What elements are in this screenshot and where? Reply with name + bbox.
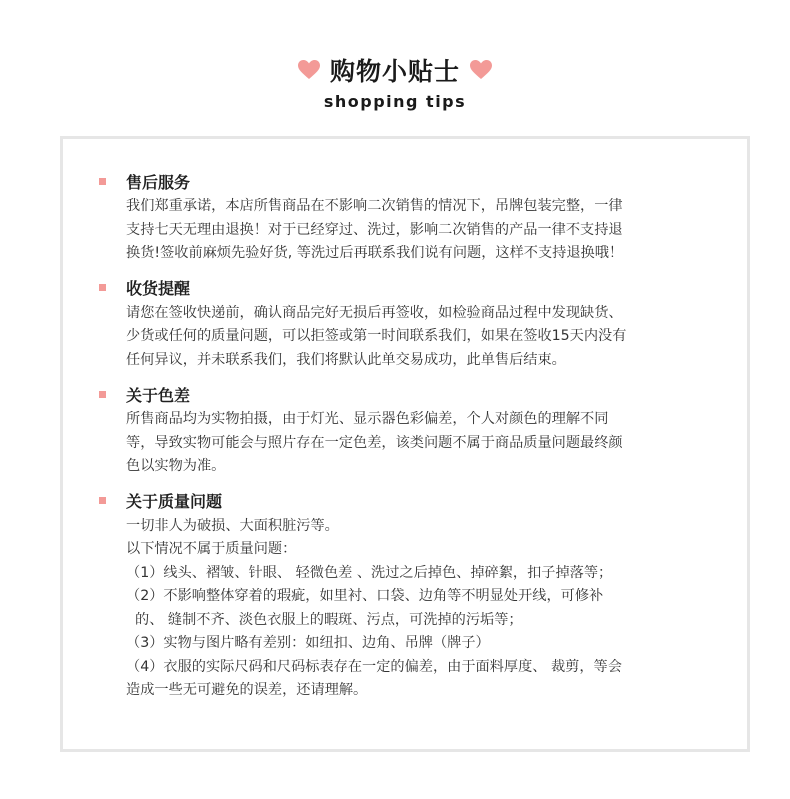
tips-content xyxy=(99,167,719,711)
page-subtitle: shopping tips xyxy=(323,92,467,111)
text-line: 的、 缝制不齐、淡色衣服上的暇斑、污点，可洗掉的污垢等； xyxy=(126,611,523,628)
text-line: 请您在签收快递前，确认商品完好无损后再签收，如检验商品过程中发现缺货、 xyxy=(126,304,623,321)
text-line: 换货!签收前麻烦先验好货, 等洗过后再联系我们说有问题，这样不支持退换哦！ xyxy=(126,245,624,261)
section-quality-issues xyxy=(99,487,719,703)
text-line: 色以实物为准。 xyxy=(126,458,226,474)
text-line: 一切非人为破损、大面积脏污等。 xyxy=(126,517,339,534)
text-line: 所售商品均为实物拍摄，由于灯光、显示器色彩偏差，个人对颜色的理解不同 xyxy=(126,411,609,427)
section-header xyxy=(99,274,719,302)
text-line: 任何异议，并未联系我们，我们将默认此单交易成功，此单售后结束。 xyxy=(126,351,566,368)
text-line: （3）实物与图片略有差别：如纽扣、边角、吊牌（牌子） xyxy=(126,635,490,651)
tips-panel xyxy=(60,136,750,752)
section-title: 收货提醒 xyxy=(126,279,191,298)
section-color-difference xyxy=(99,380,719,479)
title-row xyxy=(0,52,790,88)
text-line: 我们郑重承诺，本店所售商品在不影响二次销售的情况下，吊牌包装完整，一律 xyxy=(126,198,623,214)
square-bullet-icon xyxy=(99,497,106,504)
header xyxy=(0,52,790,111)
section-body xyxy=(99,408,719,479)
section-receipt-reminder xyxy=(99,274,719,373)
heart-icon xyxy=(470,60,492,80)
text-line: （1）线头、褶皱、针眼、 轻微色差 、洗过之后掉色、掉碎絮，扣子掉落等； xyxy=(126,564,613,581)
section-header xyxy=(99,167,719,195)
section-body xyxy=(99,515,719,703)
text-line: 支持七天无理由退换！对于已经穿过、洗过，影响二次销售的产品一律不支持退 xyxy=(126,221,623,238)
square-bullet-icon xyxy=(99,391,106,398)
text-line: 等，导致实物可能会与照片存在一定色差，该类问题不属于商品质量问题最终颜 xyxy=(126,434,623,451)
section-title: 关于色差 xyxy=(126,385,191,405)
section-title: 售后服务 xyxy=(126,172,191,192)
text-line: （2）不影响整体穿着的瑕疵，如里衬、口袋、边角等不明显处开线，可修补 xyxy=(126,588,604,604)
page-title: 购物小贴士 xyxy=(329,57,460,86)
section-after-sales xyxy=(99,167,719,266)
square-bullet-icon xyxy=(99,284,106,291)
square-bullet-icon xyxy=(99,178,106,185)
section-header xyxy=(99,487,719,515)
text-line: 少货或任何的质量问题，可以拒签或第一时间联系我们，如果在签收15天内没有 xyxy=(126,328,627,344)
heart-icon xyxy=(298,60,320,80)
section-body xyxy=(99,302,719,373)
text-line: 以下情况不属于质量问题： xyxy=(126,541,297,557)
text-line: （4）衣服的实际尺码和尺码标表存在一定的偏差，由于面料厚度、 裁剪，等会 xyxy=(126,658,622,675)
section-title: 关于质量问题 xyxy=(126,492,223,511)
text-line: 造成一些无可避免的误差，还请理解。 xyxy=(126,682,368,698)
section-header xyxy=(99,380,719,408)
section-body xyxy=(99,195,719,266)
